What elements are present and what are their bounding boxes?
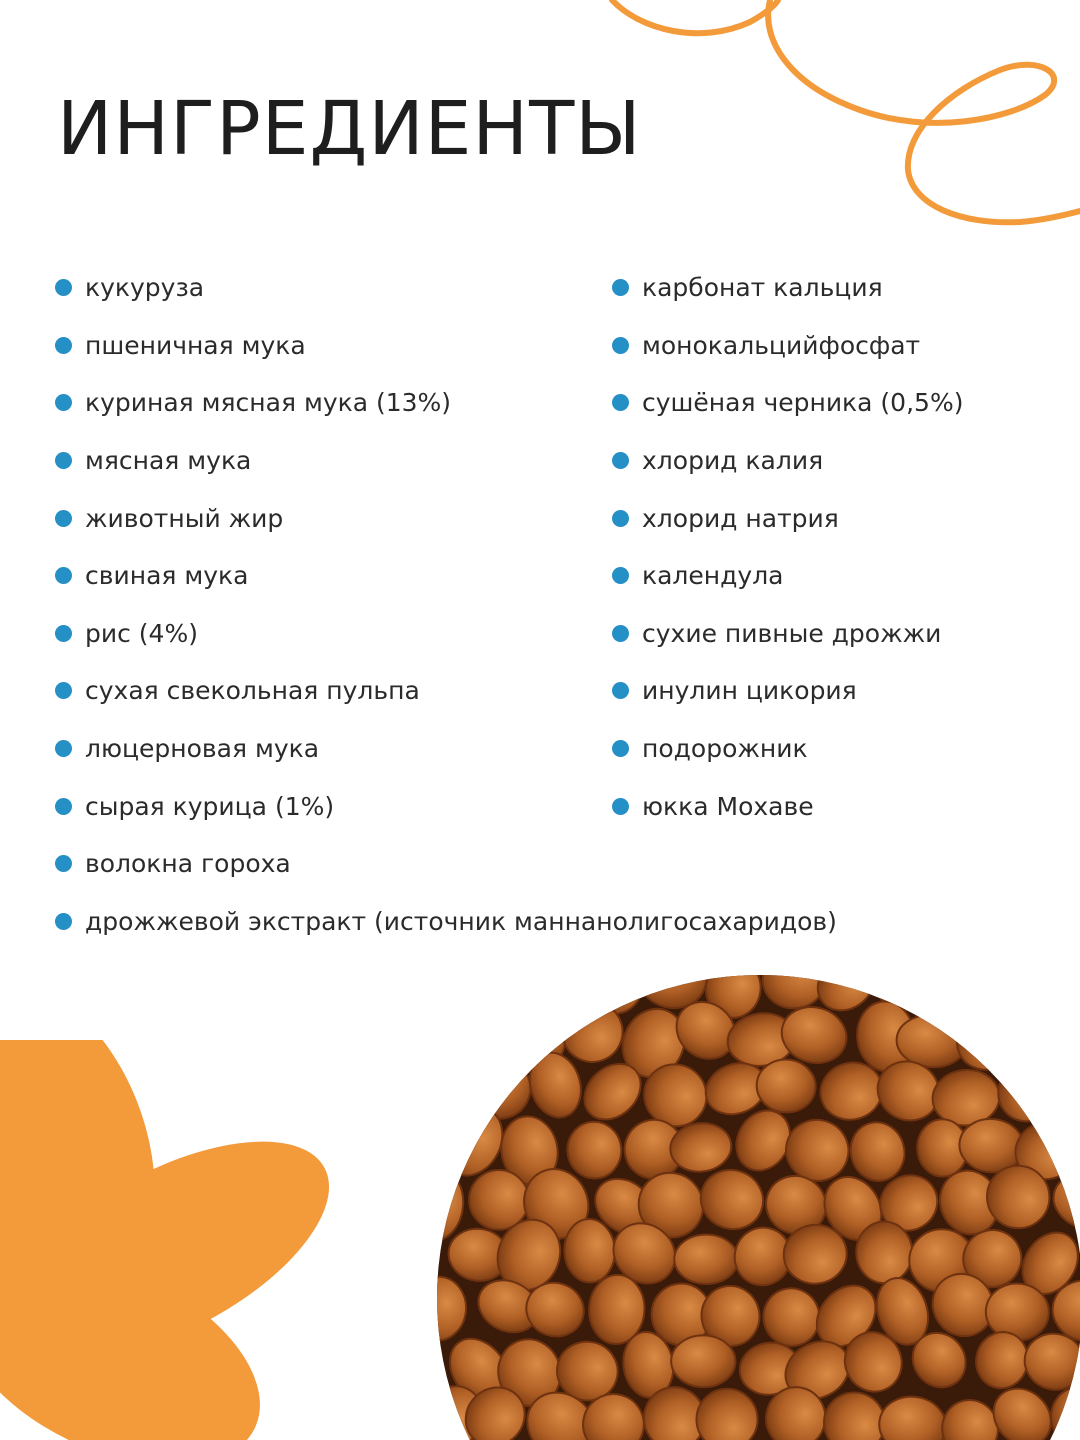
bullet-icon [55,510,72,527]
kibble-piece [446,998,513,1071]
ingredient-label: сырая курица (1%) [85,791,335,821]
bullet-icon [612,567,629,584]
list-item [612,547,1072,605]
kibble-photo [437,975,1080,1440]
ingredient-label: хлорид натрия [642,503,839,533]
list-item [55,893,837,951]
list-item [55,432,595,490]
kibble-piece [469,1169,530,1230]
ingredient-label: свиная мука [85,561,249,591]
list-item [55,259,595,317]
bullet-icon [612,510,629,527]
orange-flower-decoration [0,1040,360,1440]
bullet-icon [55,913,72,930]
kibble-piece [437,1052,479,1119]
ingredient-label: сухие пивные дрожжи [642,618,942,648]
bullet-icon [612,279,629,296]
bullet-icon [612,682,629,699]
kibble-pieces [437,975,1080,1440]
ingredient-label: монокальцийфосфат [642,330,921,360]
list-item [55,547,595,605]
list-item [55,720,595,778]
ingredient-label: рис (4%) [85,618,198,648]
list-item [55,317,595,375]
ingredient-label: сухая свекольная пульпа [85,676,420,706]
list-item [55,605,595,663]
list-item [55,489,595,547]
kibble-piece [465,975,540,1018]
ingredient-label: подорожник [642,734,808,764]
list-item [612,317,1072,375]
list-item [612,777,1072,835]
ingredient-label: кукуруза [85,273,205,303]
bullet-icon [55,798,72,815]
list-item [55,777,595,835]
ingredient-label: волокна гороха [85,849,291,879]
bullet-icon [55,625,72,642]
list-item [55,835,595,893]
kibble-piece [1015,1011,1080,1073]
bullet-icon [55,394,72,411]
ingredient-label: мясная мука [85,446,252,476]
ingredient-label: инулин цикория [642,676,857,706]
kibble-piece [1060,995,1080,1081]
ingredient-label: сушёная черника (0,5%) [642,388,964,418]
bullet-icon [612,394,629,411]
ingredient-label: животный жир [85,503,284,533]
list-item [612,432,1072,490]
bullet-icon [55,855,72,872]
bullet-icon [612,740,629,757]
list-item [55,662,595,720]
kibble-piece [437,975,474,1016]
bullet-icon [55,452,72,469]
kibble-piece [674,1235,738,1284]
ingredient-label: пшеничная мука [85,330,306,360]
ingredient-label: люцерновая мука [85,734,320,764]
list-item [55,374,595,432]
list-item [612,662,1072,720]
ingredient-label: карбонат кальция [642,273,883,303]
kibble-piece [998,975,1058,1017]
kibble-piece [671,1335,736,1388]
kibble-piece [856,1221,913,1283]
bullet-icon [55,337,72,354]
bullet-icon [55,567,72,584]
ingredient-label: дрожжевой экстракт (источник маннанолигосахаридов) [85,906,837,936]
bullet-icon [612,625,629,642]
ingredient-label: куриная мясная мука (13%) [85,388,452,418]
ingredient-label: юкка Мохаве [642,791,814,821]
bullet-icon [55,682,72,699]
kibble-piece [532,975,581,1019]
ingredient-label: календула [642,561,784,591]
kibble-piece [1073,1116,1080,1176]
list-item [612,259,1072,317]
bullet-icon [612,798,629,815]
kibble-piece [1036,975,1080,1017]
kibble-piece [1042,1049,1080,1136]
list-item [612,720,1072,778]
ingredient-label: хлорид калия [642,446,824,476]
bullet-icon [55,279,72,296]
bullet-icon [612,452,629,469]
list-item [612,374,1072,432]
page-title: ИНГРЕДИЕНТЫ [57,86,642,172]
list-item [612,605,1072,663]
ingredients-list-right [612,259,1072,835]
bullet-icon [612,337,629,354]
list-item [612,489,1072,547]
bullet-icon [55,740,72,757]
kibble-piece [935,975,1008,1019]
